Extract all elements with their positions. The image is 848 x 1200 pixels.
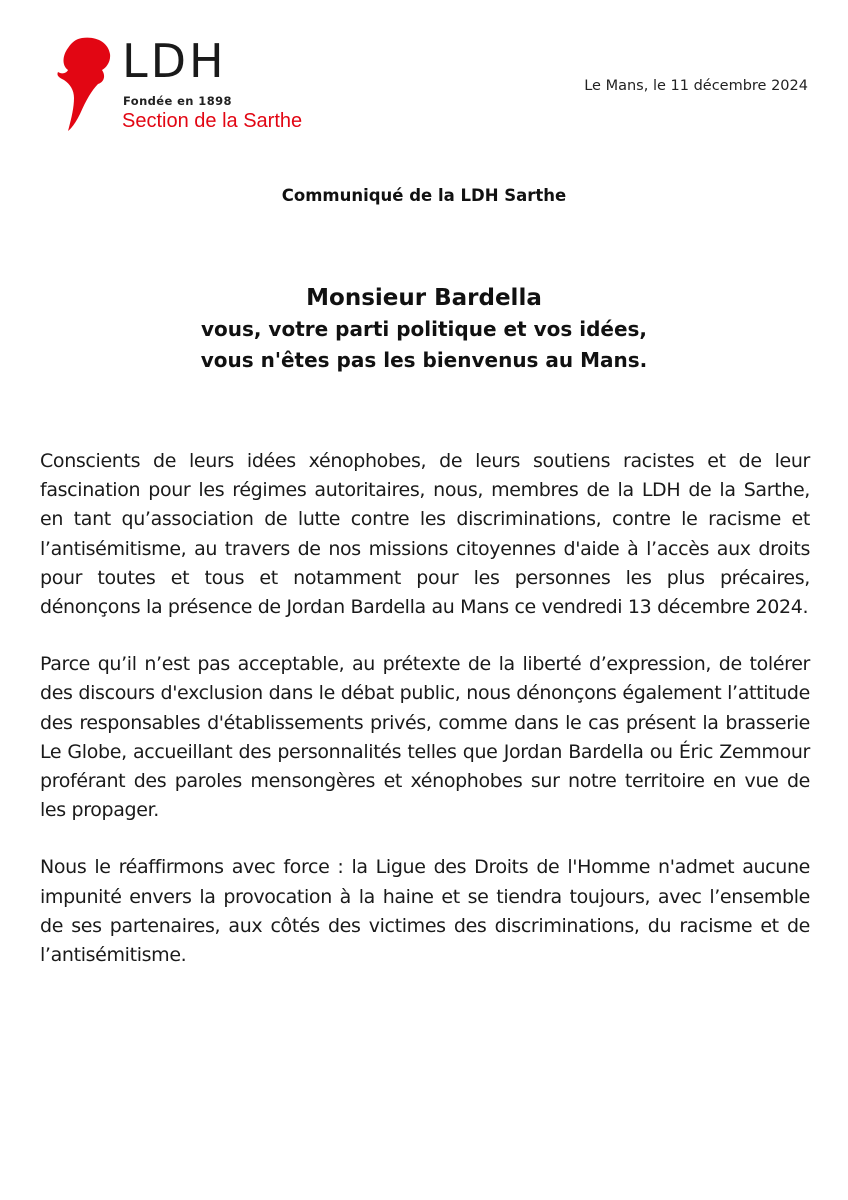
paragraph-1: Conscients de leurs idées xénophobes, de leurs soutiens racistes et de leur fascination pour les régimes autoritaires, nous, membres de la LDH de la Sarthe, en tant qu’association de lutte contre les discriminations, contre le racisme et l’antisémitisme, au travers de nos missions citoyennes d'aide à l’accès aux droits pour toutes et tous et notamment pour les personnes les plus précaires, dénonçons la présence de Jordan Bardella au Mans ce vendredi 13 décembre 2024.: [40, 450, 810, 619]
headline-line-2: vous, votre parti politique et vos idées,: [200, 317, 648, 341]
logo-founded-text: Fondée en 1898: [123, 94, 232, 108]
logo-section-text: Section de la Sarthe: [122, 110, 303, 132]
headline-line-3: vous n'êtes pas les bienvenus au Mans.: [200, 348, 648, 372]
date-line: Le Mans, le 11 décembre 2024: [584, 78, 808, 94]
paragraph-3: Nous le réaffirmons avec force : la Ligue des Droits de l'Homme n'admet aucune impunité envers la provocation à la haine et se tiendra toujours, avec l’ensemble de ses partenaires, aux côtés des victimes des discriminations, du racisme et de l’antisémitisme.: [40, 856, 810, 967]
paragraph-2: Parce qu’il n’est pas acceptable, au prétexte de la liberté d’expression, de tolérer des discours d'exclusion dans le débat public, nous dénonçons également l’attitude des responsables d'établissements privés, comme dans le cas présent la brasserie Le Globe, accueillant des personnalités telles que Jordan Bardella ou Éric Zemmour proférant des paroles mensongères et xénophobes sur notre territoire en vue de les propager.: [40, 653, 810, 822]
headline-line-1: Monsieur Bardella: [306, 285, 542, 311]
ldh-logo: [52, 34, 332, 134]
headline: [0, 282, 848, 376]
communique-title: Communiqué de la LDH Sarthe: [281, 186, 567, 205]
body-text: [40, 447, 810, 998]
marianne-profile-icon: [52, 34, 116, 134]
logo-wordmark: LDH: [122, 34, 227, 88]
